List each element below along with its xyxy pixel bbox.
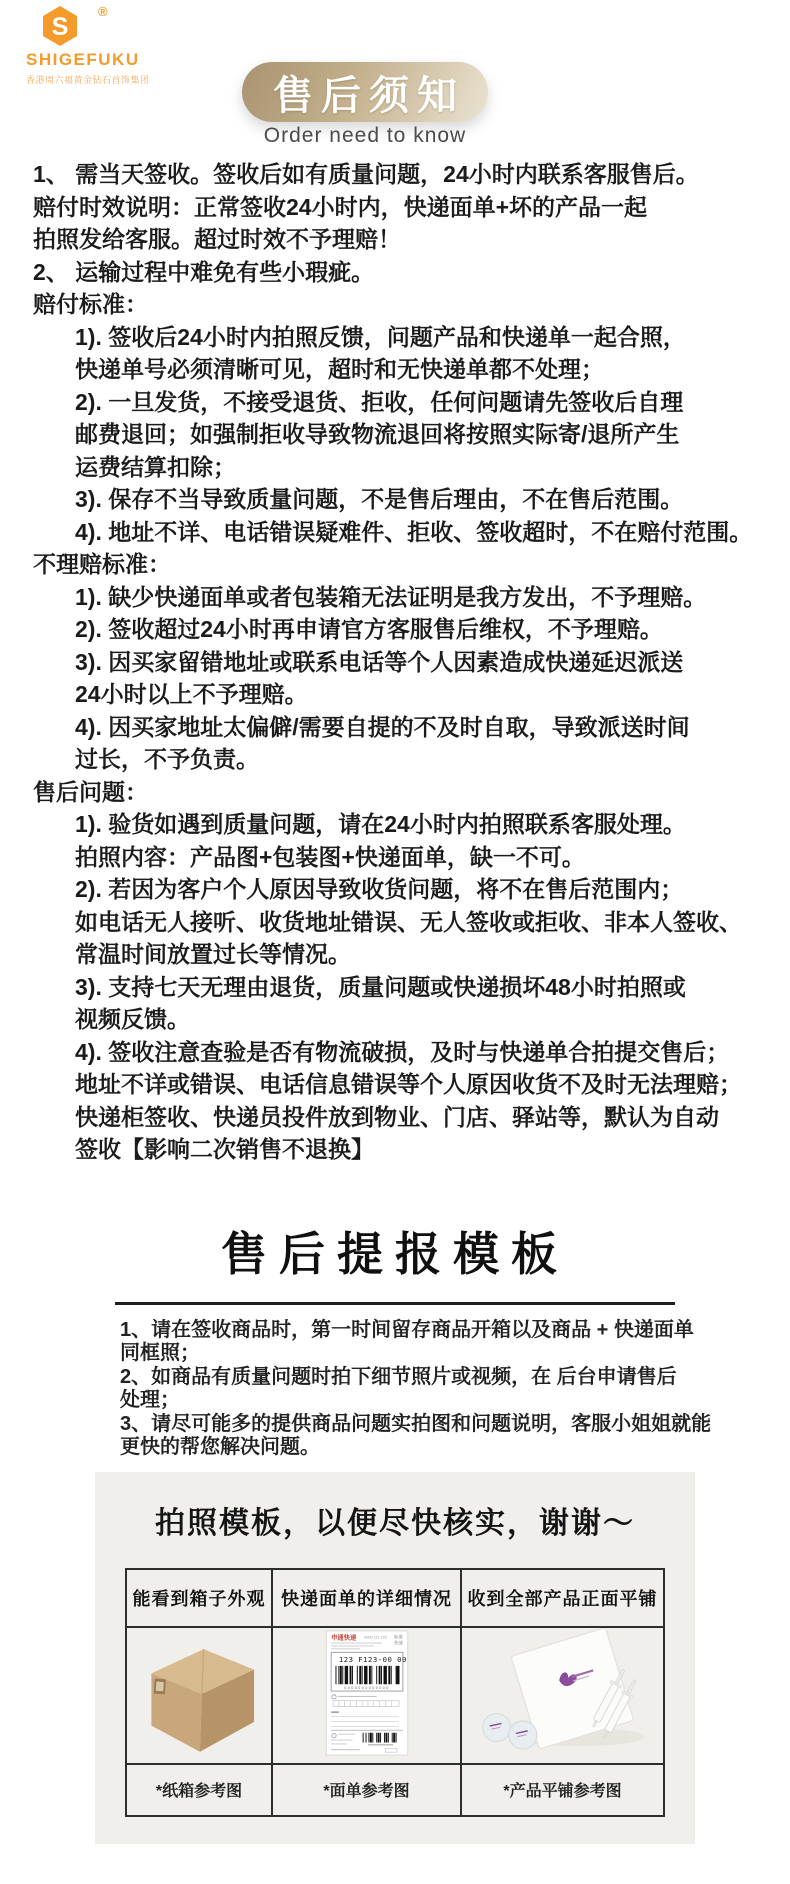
caption-waybill: *面单参考图	[272, 1764, 461, 1816]
notice-line: 4). 签收注意查验是否有物流破损，及时与快递单合拍提交售后；	[75, 1038, 730, 1065]
column-header-box: 能看到箱子外观	[126, 1569, 272, 1627]
notice-line: 2). 若因为客户个人原因导致收货问题，将不在售后范围内；	[75, 876, 684, 902]
template-note-line: 1、请在签收商品时，第一时间留存商品开箱以及商品 + 快递面单	[120, 1318, 694, 1341]
template-note-line: 更快的帮您解决问题。	[120, 1436, 320, 1458]
photo-table-header-row	[126, 1569, 664, 1627]
template-note-line: 处理；	[120, 1389, 180, 1411]
notice-line: 2、 运输过程中难免有些小瑕疵。	[33, 258, 375, 285]
brand-name: SHIGEFUKU	[26, 50, 140, 69]
column-header-products: 收到全部产品正面平铺	[461, 1569, 664, 1627]
waybill-top-code: 0000 111 222	[363, 1634, 387, 1640]
photo-table-caption-row	[126, 1764, 664, 1816]
notice-line: 常温时间放置过长等情况。	[75, 941, 351, 967]
notice-line: 2). 签收超过24小时再申请官方客服售后维权，不予理赔。	[75, 616, 663, 642]
title-divider	[115, 1302, 675, 1305]
title-banner	[242, 62, 488, 122]
notice-line: 如电话无人接听、收货地址错误、无人签收或拒收、非本人签收、	[75, 908, 742, 935]
cardboard-box-image	[129, 1628, 269, 1758]
notice-line: 视频反馈。	[75, 1006, 190, 1032]
panel-title: 拍照模板，以便尽快核实，谢谢～	[155, 1506, 635, 1540]
waybill-barcode-digits: 0000000000000	[343, 1685, 390, 1690]
notice-line: 24小时以上不予理赔。	[75, 681, 308, 707]
caption-products: *产品平铺参考图	[461, 1764, 664, 1816]
template-section	[0, 1218, 790, 1460]
notice-line: 4). 地址不详、电话错误疑难件、拒收、签收超时，不在赔付范围。	[75, 518, 753, 545]
notice-line: 邮费退回；如强制拒收导致物流退回将按照实际寄/退所产生	[75, 421, 680, 447]
brand-tagline: 香港周六福黄金钻石首饰集团	[26, 75, 150, 85]
waybill-sort-code: 123 F123-00 00	[338, 1654, 407, 1664]
notice-line: 运费结算扣除；	[75, 453, 236, 480]
template-note-line: 3、请尽可能多的提供商品问题实拍图和问题说明，客服小姐姐就能	[120, 1412, 712, 1435]
photo-table	[125, 1568, 665, 1817]
notice-line: 快递柜签收、快递员投件放到物业、门店、驿站等，默认为自动	[75, 1103, 719, 1130]
waybill-photo-cell	[272, 1627, 461, 1764]
column-header-waybill: 快递面单的详细情况	[272, 1569, 461, 1627]
waybill-service-type-top: 标准	[393, 1634, 403, 1640]
template-note-line: 2、如商品有质量问题时拍下细节照片或视频，在 后台申请售后	[120, 1365, 677, 1388]
notice-line: 不理赔标准：	[33, 551, 171, 577]
waybill-image	[323, 1629, 411, 1757]
notice-line: 拍照内容：产品图+包装图+快递面单，缺一不可。	[75, 843, 585, 870]
template-note-line: 同框照；	[120, 1342, 200, 1364]
gel-pods	[482, 1713, 536, 1748]
notice-line: 3). 保存不当导致质量问题，不是售后理由，不在售后范围。	[75, 486, 684, 512]
page-title: 售后须知	[273, 73, 465, 118]
box-photo-cell	[126, 1627, 272, 1764]
notice-line: 过长，不予负责。	[75, 746, 259, 772]
product-photo-cell	[461, 1627, 664, 1764]
notice-line: 3). 支持七天无理由退货，质量问题或快递损坏48小时拍照或	[75, 973, 686, 1000]
template-title: 售后提报模板	[221, 1227, 569, 1280]
caption-box: *纸箱参考图	[126, 1764, 272, 1816]
notice-line: 售后问题：	[33, 778, 148, 805]
notice-line: 1、 需当天签收。签收后如有质量问题，24小时内联系客服售后。	[33, 161, 699, 187]
page-subtitle: Order need to know	[263, 124, 467, 147]
notice-line: 3). 因买家留错地址或联系电话等个人因素造成快递延迟派送	[75, 648, 684, 675]
notice-line: 签收【影响二次销售不退换】	[75, 1136, 374, 1162]
notice-line: 快递单号必须清晰可见，超时和无快递单都不处理；	[75, 356, 604, 382]
brand-logo	[26, 4, 186, 86]
notice-line: 2). 一旦发货，不接受退货、拒收，任何问题请先签收后自理	[75, 388, 684, 415]
hexagon-s-icon	[40, 4, 80, 48]
notice-line: 拍照发给客服。超过时效不予理赔！	[33, 226, 401, 252]
registered-mark: ®	[98, 4, 108, 19]
svg-text:S: S	[51, 13, 69, 41]
waybill-courier: 申通快递	[330, 1634, 356, 1642]
waybill-service-type-bottom: 快递	[393, 1640, 403, 1646]
notice-line: 赔付时效说明：正常签收24小时内，快递面单+坏的产品一起	[33, 193, 648, 220]
template-notes	[120, 1319, 790, 1460]
notice-line: 1). 验货如遇到质量问题，请在24小时内拍照联系客服处理。	[75, 811, 686, 837]
photo-table-image-row	[126, 1627, 664, 1764]
photo-panel	[95, 1472, 695, 1844]
notice-line: 4). 因买家地址太偏僻/需要自提的不及时自取，导致派送时间	[75, 713, 690, 740]
notice-line: 赔付标准：	[33, 291, 148, 317]
notice-body	[0, 152, 790, 1166]
product-flatlay-image	[465, 1628, 661, 1758]
notice-line: 1). 签收后24小时内拍照反馈，问题产品和快递单一起合照，	[75, 323, 686, 350]
header	[0, 0, 790, 152]
notice-line: 1). 缺少快递面单或者包装箱无法证明是我方发出，不予理赔。	[75, 583, 707, 610]
notice-line: 地址不详或错误、电话信息错误等个人原因收货不及时无法理赔；	[75, 1071, 742, 1097]
